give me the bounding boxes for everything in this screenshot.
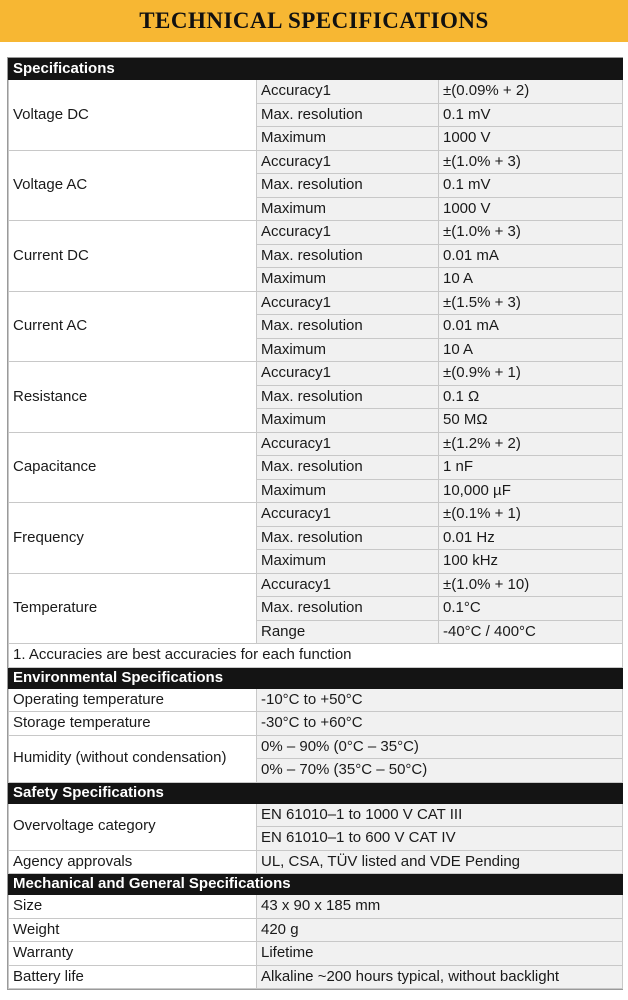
section-header <box>9 667 623 688</box>
spec-value: 10,000 µF <box>439 479 623 503</box>
spec-table <box>8 58 623 989</box>
spec-parameter: Maximum <box>257 268 439 292</box>
spec-function-label: Temperature <box>9 573 257 644</box>
spec-value: ±(1.2% + 2) <box>439 432 623 456</box>
spec-row <box>9 362 623 386</box>
spec-parameter: Accuracy1 <box>257 80 439 104</box>
safety-row <box>9 803 623 827</box>
spec-row <box>9 573 623 597</box>
environmental-value: -30°C to +60°C <box>257 712 623 736</box>
safety-value: EN 61010–1 to 600 V CAT IV <box>257 827 623 851</box>
spec-function-label: Voltage AC <box>9 150 257 221</box>
spec-parameter: Max. resolution <box>257 103 439 127</box>
safety-label: Overvoltage category <box>9 803 257 850</box>
spec-value: 10 A <box>439 338 623 362</box>
spec-parameter: Max. resolution <box>257 244 439 268</box>
footnote-row <box>9 644 623 668</box>
spec-function-label: Current DC <box>9 221 257 292</box>
spec-value: 0.1 mV <box>439 103 623 127</box>
environmental-value: 0% – 90% (0°C – 35°C) <box>257 735 623 759</box>
environmental-value: -10°C to +50°C <box>257 688 623 712</box>
spec-parameter: Max. resolution <box>257 526 439 550</box>
spec-parameter: Range <box>257 620 439 644</box>
page-title: TECHNICAL SPECIFICATIONS <box>139 8 489 33</box>
spec-value: -40°C / 400°C <box>439 620 623 644</box>
environmental-row <box>9 688 623 712</box>
spec-value: 1000 V <box>439 127 623 151</box>
spec-value: ±(1.5% + 3) <box>439 291 623 315</box>
section-heading: Environmental Specifications <box>9 667 623 688</box>
spec-sheet <box>7 57 623 990</box>
safety-value: UL, CSA, TÜV listed and VDE Pending <box>257 850 623 874</box>
spec-parameter: Maximum <box>257 127 439 151</box>
spec-row <box>9 503 623 527</box>
environmental-label: Humidity (without condensation) <box>9 735 257 782</box>
mechanical-row <box>9 918 623 942</box>
spec-value: ±(0.1% + 1) <box>439 503 623 527</box>
spec-function-label: Current AC <box>9 291 257 362</box>
spec-parameter: Accuracy1 <box>257 150 439 174</box>
spec-row <box>9 291 623 315</box>
mechanical-value: Lifetime <box>257 942 623 966</box>
spec-parameter: Max. resolution <box>257 315 439 339</box>
spec-value: 1000 V <box>439 197 623 221</box>
spec-value: 50 MΩ <box>439 409 623 433</box>
spec-row <box>9 432 623 456</box>
spec-value: 0.01 mA <box>439 315 623 339</box>
spec-row <box>9 150 623 174</box>
environmental-value: 0% – 70% (35°C – 50°C) <box>257 759 623 783</box>
mechanical-value: 43 x 90 x 185 mm <box>257 895 623 919</box>
section-heading: Mechanical and General Specifications <box>9 874 623 895</box>
spec-parameter: Max. resolution <box>257 456 439 480</box>
environmental-label: Storage temperature <box>9 712 257 736</box>
spec-parameter: Max. resolution <box>257 174 439 198</box>
mechanical-value: 420 g <box>257 918 623 942</box>
spec-function-label: Voltage DC <box>9 80 257 151</box>
mechanical-label: Weight <box>9 918 257 942</box>
mechanical-value: Alkaline ~200 hours typical, without backlight <box>257 965 623 989</box>
section-header <box>9 874 623 895</box>
section-heading: Specifications <box>9 59 623 80</box>
spec-value: 0.1 mV <box>439 174 623 198</box>
spec-parameter: Maximum <box>257 197 439 221</box>
spec-value: 0.01 Hz <box>439 526 623 550</box>
spec-parameter: Maximum <box>257 550 439 574</box>
spec-row <box>9 221 623 245</box>
spec-value: 0.1 Ω <box>439 385 623 409</box>
spec-value: 100 kHz <box>439 550 623 574</box>
spec-parameter: Accuracy1 <box>257 503 439 527</box>
spec-function-label: Capacitance <box>9 432 257 503</box>
section-header <box>9 782 623 803</box>
environmental-row <box>9 735 623 759</box>
safety-row <box>9 850 623 874</box>
spec-parameter: Accuracy1 <box>257 291 439 315</box>
spec-parameter: Max. resolution <box>257 597 439 621</box>
spec-parameter: Maximum <box>257 409 439 433</box>
environmental-label: Operating temperature <box>9 688 257 712</box>
mechanical-label: Size <box>9 895 257 919</box>
spec-value: ±(0.09% + 2) <box>439 80 623 104</box>
mechanical-row <box>9 965 623 989</box>
section-header <box>9 59 623 80</box>
spec-value: 0.1°C <box>439 597 623 621</box>
spec-value: 0.01 mA <box>439 244 623 268</box>
spec-value: ±(0.9% + 1) <box>439 362 623 386</box>
safety-label: Agency approvals <box>9 850 257 874</box>
spec-table-body <box>9 59 623 989</box>
spec-parameter: Max. resolution <box>257 385 439 409</box>
spec-parameter: Maximum <box>257 338 439 362</box>
spec-value: ±(1.0% + 10) <box>439 573 623 597</box>
mechanical-row <box>9 942 623 966</box>
mechanical-row <box>9 895 623 919</box>
mechanical-label: Battery life <box>9 965 257 989</box>
spec-parameter: Maximum <box>257 479 439 503</box>
environmental-row <box>9 712 623 736</box>
spec-value: ±(1.0% + 3) <box>439 150 623 174</box>
footnote: 1. Accuracies are best accuracies for each function <box>9 644 623 668</box>
spec-value: 1 nF <box>439 456 623 480</box>
title-banner <box>0 0 628 45</box>
spec-parameter: Accuracy1 <box>257 573 439 597</box>
spec-function-label: Frequency <box>9 503 257 574</box>
section-heading: Safety Specifications <box>9 782 623 803</box>
spec-value: 10 A <box>439 268 623 292</box>
spec-row <box>9 80 623 104</box>
spec-parameter: Accuracy1 <box>257 362 439 386</box>
spec-parameter: Accuracy1 <box>257 221 439 245</box>
safety-value: EN 61010–1 to 1000 V CAT III <box>257 803 623 827</box>
spec-value: ±(1.0% + 3) <box>439 221 623 245</box>
mechanical-label: Warranty <box>9 942 257 966</box>
spec-parameter: Accuracy1 <box>257 432 439 456</box>
spec-function-label: Resistance <box>9 362 257 433</box>
